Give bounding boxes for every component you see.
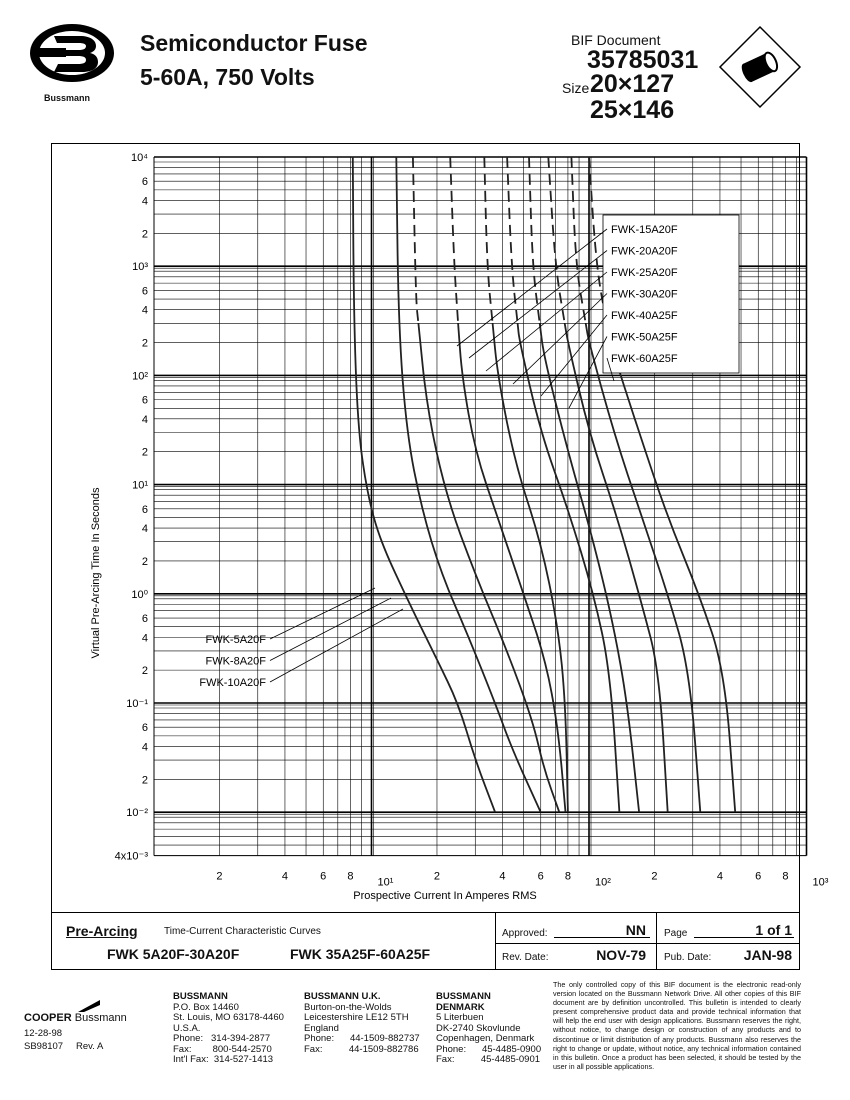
y-tick-label: 10⁴ <box>131 152 148 164</box>
y-tick-label: 10³ <box>132 261 148 274</box>
footer-rev: Rev. A <box>76 1041 104 1052</box>
y-tick-label: 10² <box>132 370 148 383</box>
legend-label-fwk-50a25f: FWK-50A25F <box>611 331 678 344</box>
y-tick-label: 4 <box>141 304 148 317</box>
x-axis-label: Prospective Current In Amperes RMS <box>353 890 537 902</box>
y-tick-label: 10¹ <box>132 479 148 492</box>
x-tick-label: 10¹ <box>377 876 394 889</box>
y-tick-label: 10⁻¹ <box>126 698 148 710</box>
x-tick-label: 6 <box>755 870 762 883</box>
cooper-wordmark: COOPER <box>24 1012 72 1024</box>
address-denmark: BUSSMANN DENMARK 5 Literbuen DK-2740 Skovlunde Copenhagen, Denmark Phone: 45-4485-0900 Fax: 45-4485-0901 <box>436 991 542 1065</box>
y-tick-label: 2 <box>141 665 148 678</box>
footer-date: 12-28-98 <box>24 1028 63 1039</box>
address-uk: BUSSMANN U.K. Burton-on-the-Wolds Leicestershire LE12 5TH England Phone: 44-1509-882737 Fax: 44-1509-882786 <box>304 991 420 1055</box>
footer-doc-code: SB98107 <box>24 1041 64 1052</box>
fuse-diamond-icon <box>718 25 802 109</box>
y-tick-label: 6 <box>141 613 148 626</box>
curve-fwk-20a20f <box>493 323 568 812</box>
pre-arcing-heading: Pre-Arcing <box>66 923 138 939</box>
brand-name: Bussmann <box>44 93 91 103</box>
pub-date-label: Pub. Date: <box>664 952 712 963</box>
page-subtitle: 5-60A, 750 Volts <box>140 64 315 90</box>
y-tick-label: 2 <box>141 774 148 787</box>
rev-date-label: Rev. Date: <box>502 952 549 963</box>
x-tick-label: 2 <box>216 870 223 883</box>
y-tick-label: 4x10⁻³ <box>114 850 148 863</box>
size-label: Size <box>562 80 590 96</box>
legend-label-fwk-25a20f: FWK-25A20F <box>611 267 678 279</box>
legend-leader-line <box>513 294 607 385</box>
x-tick-label: 8 <box>782 870 789 883</box>
x-tick-label: 2 <box>433 870 441 883</box>
curve-fwk-50a25f <box>586 323 701 812</box>
y-tick-label: 2 <box>141 228 148 241</box>
legend-label-fwk-15a20f: FWK-15A20F <box>611 224 678 236</box>
curve-fwk-50a25f-dashed <box>571 157 585 323</box>
legend-label-fwk-60a25f: FWK-60A25F <box>611 353 678 365</box>
y-tick-label: 4 <box>141 741 148 754</box>
cooper-logo-icon <box>78 1000 100 1012</box>
catalog-codes-1: FWK 5A20F-30A20F <box>107 946 240 962</box>
y-tick-label: 4 <box>141 632 148 645</box>
legend-label-fwk-5a20f: FWK-5A20F <box>205 634 266 646</box>
curve-fwk-25a20f-dashed <box>507 157 517 323</box>
x-tick-label: 6 <box>537 870 544 883</box>
y-tick-label: 10⁰ <box>131 588 148 601</box>
document-info-box <box>51 913 800 970</box>
curve-fwk-60a25f <box>607 323 736 812</box>
tcc-subtitle: Time-Current Characteristic Curves <box>164 926 321 937</box>
y-tick-label: 6 <box>141 503 148 516</box>
legend-label-fwk-20a20f: FWK-20A20F <box>611 245 678 258</box>
bussmann-b-logo-icon <box>28 22 116 84</box>
legend-label-fwk-8a20f: FWK-8A20F <box>205 655 266 668</box>
page-label: Page <box>664 928 688 939</box>
curve-fwk-40a25f <box>565 323 668 812</box>
page-value: 1 of 1 <box>755 922 792 938</box>
y-tick-label: 6 <box>141 722 148 735</box>
x-tick-label: 2 <box>651 870 658 883</box>
y-tick-label: 6 <box>141 394 148 407</box>
curve-fwk-30a20f-dashed <box>529 157 540 323</box>
approved-value: NN <box>625 922 646 938</box>
curve-fwk-15a20f <box>458 323 565 812</box>
x-tick-label: 4 <box>281 870 289 883</box>
x-tick-label: 8 <box>564 870 571 883</box>
legend-label-fwk-10a20f: FWK-10A20F <box>199 677 266 689</box>
curve-fwk-10a20f-dashed <box>413 157 419 323</box>
curve-fwk-20a20f-dashed <box>484 157 492 323</box>
curve-fwk-15a20f-dashed <box>450 157 458 323</box>
y-tick-label: 4 <box>141 413 148 426</box>
x-tick-label: 4 <box>716 870 724 883</box>
legend-label-fwk-40a25f: FWK-40A25F <box>611 310 678 322</box>
legend-leader-line <box>270 609 403 682</box>
rev-date-value: NOV-79 <box>596 947 646 963</box>
x-tick-label: 4 <box>499 870 506 883</box>
pub-date-value: JAN-98 <box>743 947 792 963</box>
disclaimer-text: The only controlled copy of this BIF document is the electronic read-only version located on the Bussmann Network Drive. All other copies of this BIF document are by definition uncontrolled. This bulletin is intended to clearly present comprehensive product data and provide technical information that will help the end user with design applications. Bussmann reserves the right, without notice, to change design or construction of any products and to discontinue or limit distribution of any products. Bussmann also reserves the right to change or update, without notice, any technical information contained in this bulletin. Once a product has been selected, it should be tested by the user in all possible applications. <box>553 980 801 1071</box>
bussmann-wordmark: Bussmann <box>74 1012 127 1024</box>
x-tick-label: 6 <box>320 870 327 883</box>
y-tick-label: 10⁻² <box>126 807 148 820</box>
address-us: BUSSMANN P.O. Box 14460 St. Louis, MO 63178-4460 U.S.A. Phone: 314-394-2877 Fax: 800-544-2570 Int'l Fax: 314-527-1413 <box>173 991 284 1065</box>
catalog-codes-2: FWK 35A25F-60A25F <box>290 946 431 962</box>
cooper-bussmann-logo <box>24 1012 127 1024</box>
y-tick-label: 4 <box>141 195 148 208</box>
x-tick-label: 8 <box>347 870 354 883</box>
x-tick-label: 10² <box>595 876 611 889</box>
y-tick-label: 4 <box>141 523 148 536</box>
y-tick-label: 6 <box>141 176 148 189</box>
time-current-chart <box>51 143 829 913</box>
curve-fwk-40a25f-dashed <box>548 157 564 323</box>
approved-label: Approved: <box>502 928 548 939</box>
y-tick-label: 2 <box>141 555 148 568</box>
y-tick-label: 2 <box>141 337 148 350</box>
x-tick-label: 10³ <box>812 876 829 889</box>
page-title: Semiconductor Fuse <box>140 30 368 56</box>
bif-number: 35785031 <box>587 46 699 74</box>
y-tick-label: 6 <box>141 285 148 298</box>
y-tick-label: 2 <box>141 446 148 459</box>
legend-label-fwk-30a20f: FWK-30A20F <box>611 288 678 301</box>
size-value-2: 25×146 <box>590 96 675 124</box>
bif-label: BIF Document <box>571 32 661 48</box>
size-value-1: 20×127 <box>590 70 675 98</box>
y-axis-label: Virtual Pre-Arcing Time In Seconds <box>90 487 102 659</box>
